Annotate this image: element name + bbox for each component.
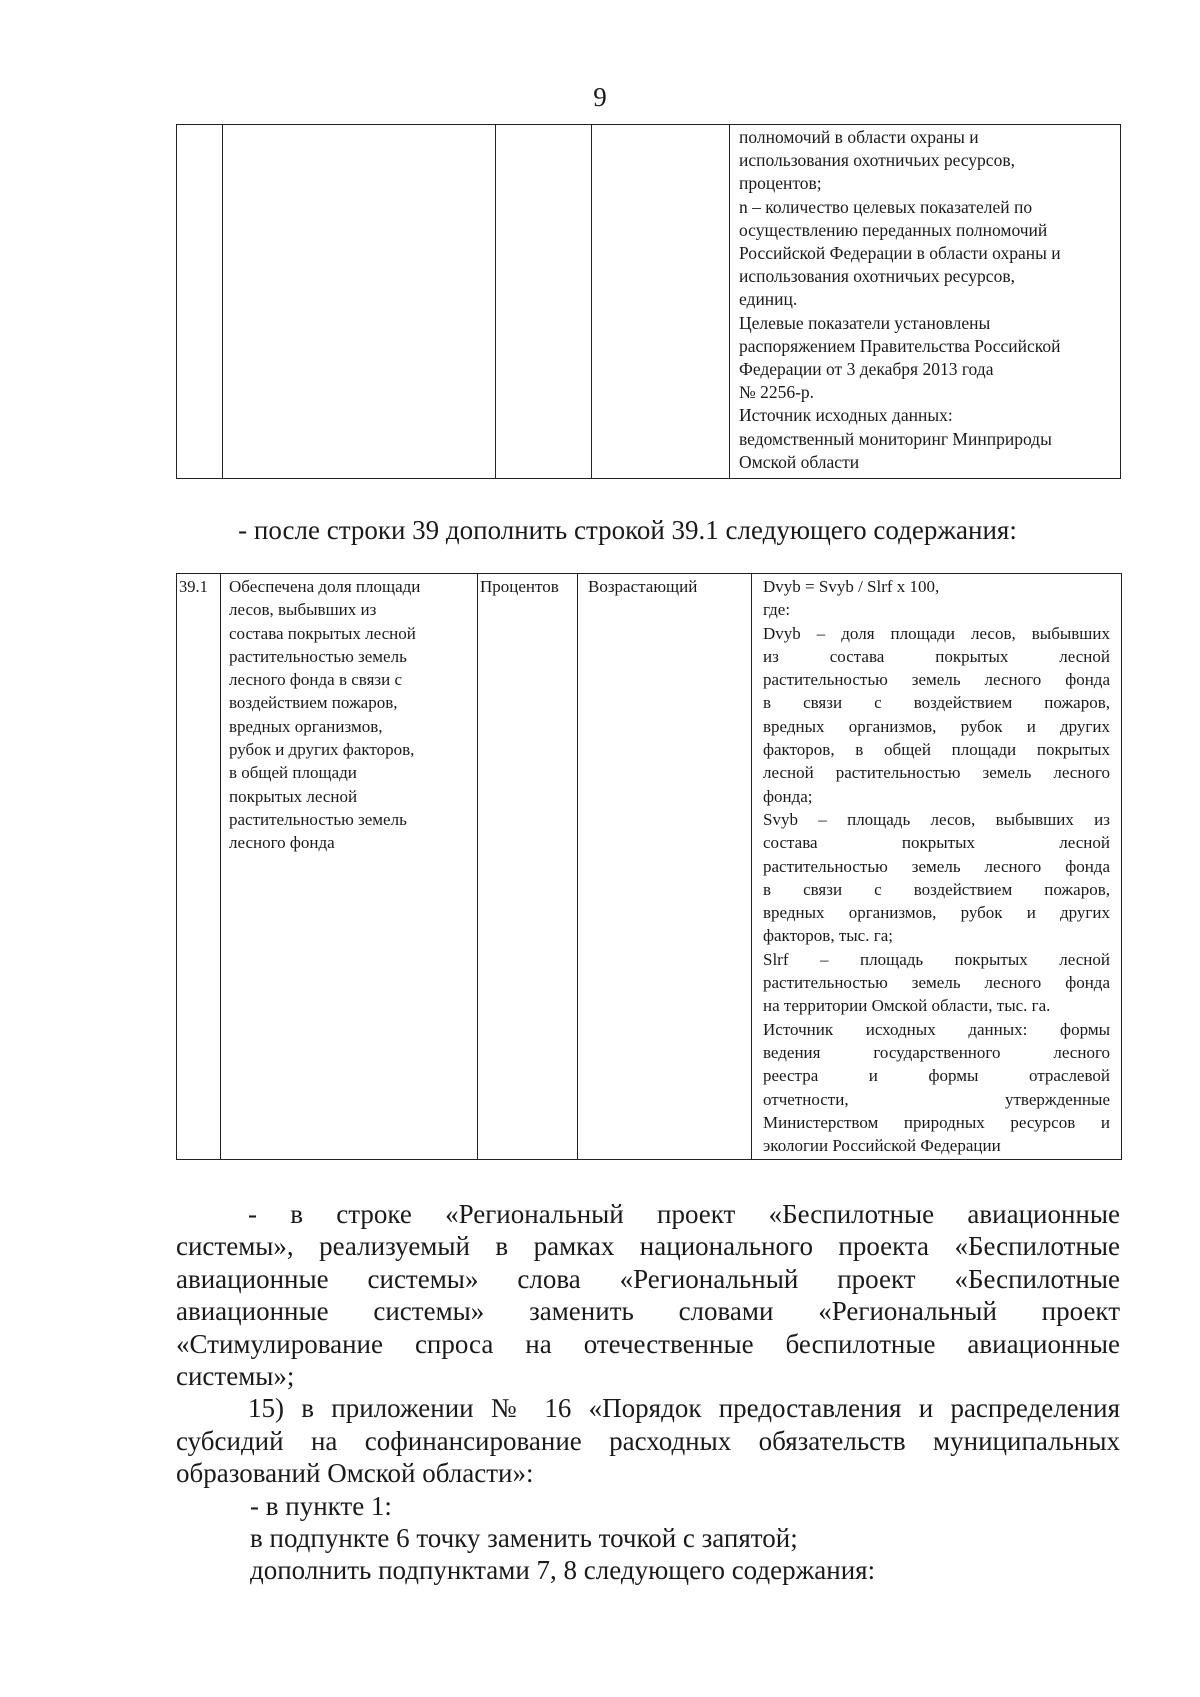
methodology-line: распоряжением Правительства Российской [739, 335, 1061, 356]
formula-line: Slrf – площадь покрытых лесной [763, 949, 1110, 969]
formula-line: реестра и формы отраслевой [763, 1066, 1110, 1086]
methodology-line: Федерации от 3 декабря 2013 года [739, 359, 994, 380]
formula-line: растительностью земель лесного фонда [763, 670, 1110, 690]
table-row [177, 125, 1121, 479]
indicator-name-cell [223, 125, 496, 479]
row-number-cell [177, 125, 223, 479]
top-table-continuation [176, 124, 1121, 479]
paragraph-line: 15) в приложении № 16 «Порядок предоставления и распределения [248, 1393, 1120, 1424]
paragraph-line: субсидий на софинансирование расходных обязательств муниципальных [176, 1425, 1120, 1456]
methodology-line: использования охотничьих ресурсов, [739, 266, 1015, 287]
amendment-body [176, 1198, 1120, 1587]
methodology-line: использования охотничьих ресурсов, [739, 150, 1015, 171]
indicator-name-line: рубок и других факторов, [229, 740, 415, 760]
indicator-name-line: растительностью земель [229, 646, 407, 666]
unit-cell [496, 125, 592, 479]
formula-line: факторов, в общей площади покрытых [763, 740, 1110, 760]
formula-line: из состава покрытых лесной [763, 646, 1110, 666]
methodology-line: n – количество целевых показателей по [739, 196, 1033, 217]
table-row [177, 574, 1122, 1160]
paragraph-line: системы»; [176, 1361, 295, 1392]
formula-line: ведения государственного лесного [763, 1042, 1110, 1062]
formula-line: растительностью земель лесного фонда [763, 856, 1110, 876]
paragraph-line: - в строке «Региональный проект «Беспилотные авиационные [248, 1199, 1120, 1229]
methodology-line: осуществлению переданных полномочий [739, 219, 1048, 240]
formula-line: Svyb – площадь лесов, выбывших из [763, 809, 1110, 829]
methodology-cell [752, 574, 1122, 1160]
formula-line: вредных организмов, рубок и других [763, 903, 1110, 923]
methodology-line: полномочий в области охраны и [739, 127, 979, 147]
indicator-name-cell [221, 574, 478, 1160]
indicator-name-line: лесного фонда в связи с [229, 670, 403, 690]
indicator-name-line: в общей площади [229, 763, 357, 783]
methodology-line: Целевые показатели установлены [739, 312, 991, 333]
paragraph-line: авиационные системы» заменить словами «Региональный проект [176, 1296, 1120, 1327]
methodology-line: единиц. [739, 289, 798, 310]
formula-line: где: [763, 600, 791, 620]
methodology-cell [730, 125, 1121, 479]
formula-line: Источник исходных данных: формы [763, 1019, 1110, 1039]
formula-line: в связи с воздействием пожаров, [763, 693, 1110, 713]
formula-line: Dvyb – доля площади лесов, выбывших [763, 623, 1110, 643]
formula-line: на территории Омской области, тыс. га. [763, 996, 1051, 1016]
formula-line: растительностью земель лесного фонда [763, 973, 1110, 993]
indicator-name-line: Обеспечена доля площади [229, 577, 421, 596]
row-39-1-table [176, 573, 1122, 1160]
formula-line: экологии Российской Федерации [763, 1136, 1001, 1156]
indicator-name-line: состава покрытых лесной [229, 623, 416, 643]
trend-cell [592, 125, 730, 479]
page-number: 9 [593, 82, 607, 112]
amendment-intro: - после строки 39 дополнить строкой 39.1 следующего содержания: [238, 515, 1017, 545]
methodology-line: Российской Федерации в области охраны и [739, 243, 1061, 264]
methodology-line: Омской области [739, 451, 860, 472]
paragraph-line: авиационные системы» слова «Региональный проект «Беспилотные [176, 1263, 1120, 1294]
formula-line: состава покрытых лесной [763, 833, 1110, 853]
formula-line: лесной растительностью земель лесного [763, 763, 1110, 783]
formula-line: фонда; [763, 786, 813, 806]
methodology-line: Источник исходных данных: [739, 405, 953, 426]
methodology-line: ведомственный мониторинг Минприроды [739, 428, 1052, 449]
paragraph-line: системы», реализуемый в рамках национального проекта «Беспилотные [176, 1231, 1120, 1262]
trend-cell: Возрастающий [578, 574, 752, 1160]
paragraph-line: дополнить подпунктами 7, 8 следующего содержания: [250, 1555, 876, 1586]
indicator-name-line: лесного фонда [229, 833, 335, 853]
formula-line: отчетности, утвержденные [763, 1089, 1110, 1109]
methodology-line: № 2256-р. [739, 382, 815, 403]
indicator-name-line: покрытых лесной [229, 786, 358, 806]
paragraph-line: в подпункте 6 точку заменить точкой с запятой; [250, 1523, 798, 1554]
formula-line: вредных организмов, рубок и других [763, 716, 1110, 736]
indicator-name-line: растительностью земель [229, 809, 407, 829]
formula-line: в связи с воздействием пожаров, [763, 879, 1110, 899]
methodology-line: процентов; [739, 173, 822, 194]
row-number-cell: 39.1 [177, 574, 221, 1160]
paragraph-line: образований Омской области»: [176, 1458, 534, 1489]
formula-line: Dvyb = Svyb / Slrf x 100, [763, 577, 940, 596]
indicator-name-line: воздействием пожаров, [229, 693, 398, 713]
paragraph-line: - в пункте 1: [250, 1490, 392, 1521]
indicator-name-line: вредных организмов, [229, 716, 383, 736]
formula-line: Министерством природных ресурсов и [763, 1112, 1110, 1132]
unit-cell: Процентов [478, 574, 578, 1160]
indicator-name-line: лесов, выбывших из [229, 600, 377, 620]
formula-line: факторов, тыс. га; [763, 926, 893, 946]
paragraph-line: «Стимулирование спроса на отечественные беспилотные авиационные [176, 1328, 1120, 1359]
